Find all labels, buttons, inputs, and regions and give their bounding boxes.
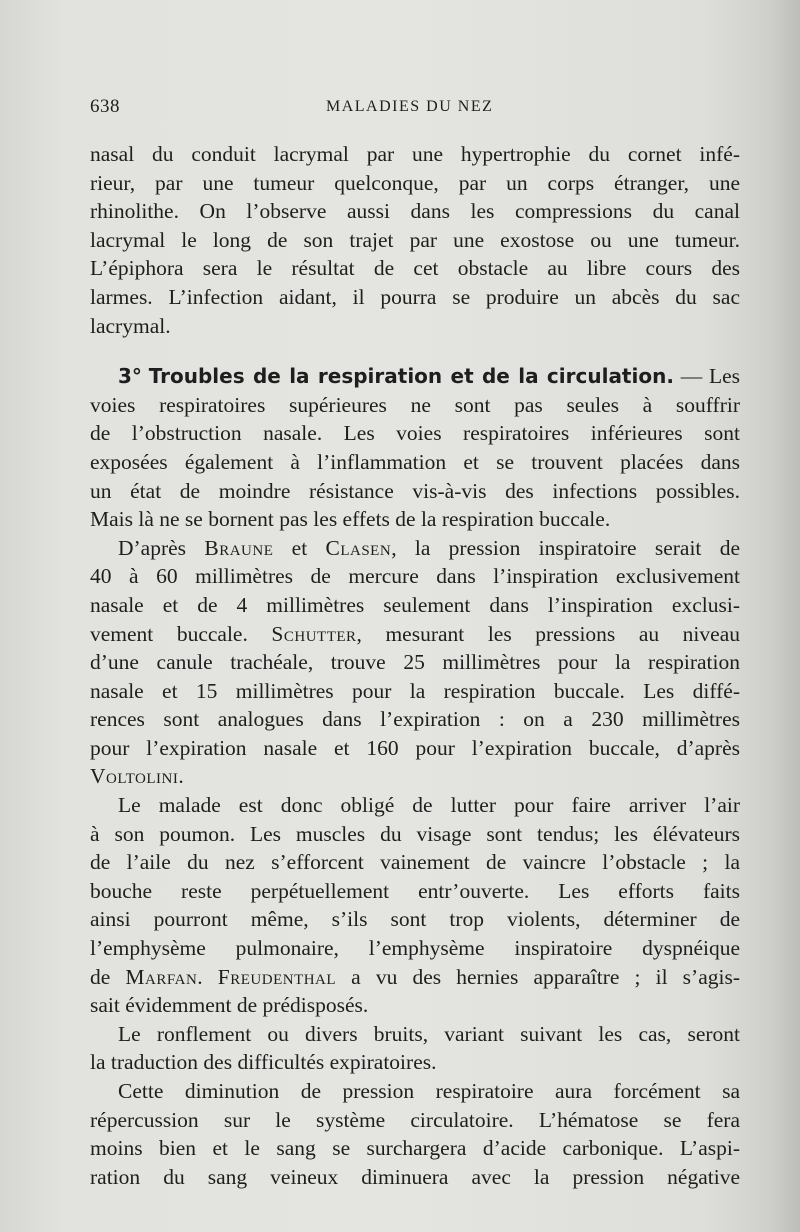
- text-line: Cette diminution de pression respiratoire aura forcément sa: [118, 1079, 740, 1103]
- running-head: MALADIES DU NEZ: [326, 98, 494, 115]
- text-line: [90, 762, 740, 791]
- text-line: larmes. L’infection aidant, il pourra se produire un abcès du sac: [90, 284, 740, 309]
- text-fragment: .: [178, 764, 184, 789]
- text-line: Le ronflement ou divers bruits, variant suivant les cas, seront: [118, 1021, 740, 1046]
- text-line: [90, 620, 740, 649]
- text-line: pour l’expiration nasale et 160 pour l’expiration buccale, d’après: [90, 735, 740, 760]
- text-line: lacrymal.: [90, 313, 171, 338]
- text-line: d’une canule trachéale, trouve 25 millimètres pour la respiration: [90, 650, 740, 675]
- text-fragment: a vu des hernies apparaître ; il s’agis-: [336, 964, 741, 989]
- body-text: [90, 140, 740, 1191]
- author-name: Freudenthal: [217, 964, 337, 989]
- text-line: ainsi pourront même, s’ils sont trop violents, déterminer de: [90, 907, 740, 932]
- text-line: exposées également à l’inflammation et se trouvent placées dans: [90, 449, 740, 474]
- text-line: moins bien et le sang se surchargera d’acide carbonique. L’aspi-: [90, 1136, 740, 1161]
- page-header: [90, 96, 740, 124]
- author-name: Braune: [204, 535, 274, 560]
- text-line: bouche reste perpétuellement entr’ouverte. Les efforts faits: [90, 878, 740, 903]
- text-fragment: vement buccale.: [90, 621, 272, 646]
- author-name: Clasen: [325, 535, 392, 560]
- text-line: Mais là ne se bornent pas les effets de la respiration buccale.: [90, 507, 611, 532]
- text-fragment: D’après: [118, 535, 205, 560]
- text-line: de l’aile du nez s’efforcent vainement de vaincre l’obstacle ; la: [90, 850, 740, 875]
- section-title: Troubles de la respiration et de la circulation.: [148, 364, 674, 389]
- text-line: ration du sang veineux diminuera avec la pression négative: [90, 1164, 740, 1189]
- text-line: à son poumon. Les muscles du visage sont tendus; les élévateurs: [90, 821, 740, 846]
- text-line: nasal du conduit lacrymal par une hypertrophie du cornet infé-: [90, 142, 740, 166]
- text-line: rhinolithe. On l’observe aussi dans les compressions du canal: [90, 199, 740, 224]
- section-number: 3°: [118, 364, 142, 389]
- text-line: un état de moindre résistance vis-à-vis des infections possibles.: [90, 478, 740, 503]
- text-line: nasale et 15 millimètres pour la respiration buccale. Les diffé-: [90, 678, 740, 703]
- page-number: 638: [90, 96, 120, 117]
- text-line: nasale et de 4 millimètres seulement dans l’inspiration exclusi-: [90, 592, 740, 617]
- text-fragment: — Les: [673, 364, 741, 389]
- text-line: lacrymal le long de son trajet par une exostose ou une tumeur.: [90, 227, 740, 252]
- text-line: 40 à 60 millimètres de mercure dans l’inspiration exclusivement: [90, 564, 740, 589]
- text-line: rieur, par une tumeur quelconque, par un corps étranger, une: [90, 170, 740, 195]
- text-line: L’épiphora sera le résultat de cet obstacle au libre cours des: [90, 256, 740, 281]
- section-heading-line: [90, 362, 740, 391]
- author-name: Schutter: [271, 621, 357, 646]
- text-line: de l’obstruction nasale. Les voies respiratoires inférieures sont: [90, 421, 740, 446]
- text-fragment: de: [90, 964, 126, 989]
- text-line: Le malade est donc obligé de lutter pour faire arriver l’air: [118, 793, 740, 818]
- author-name: Marfan: [125, 964, 198, 989]
- text-fragment: , mesurant les pressions au niveau: [356, 621, 740, 646]
- text-line: [90, 534, 740, 563]
- text-fragment: , la pression inspiratoire serait de: [391, 535, 740, 560]
- author-name: Voltolini: [90, 764, 179, 789]
- text-line: la traduction des difficultés expiratoires.: [90, 1050, 437, 1075]
- text-line: répercussion sur le système circulatoire. L’hématose se fera: [90, 1107, 740, 1132]
- paragraph-gap: [90, 340, 740, 362]
- text-line: voies respiratoires supérieures ne sont pas seules à souffrir: [90, 392, 740, 417]
- text-line: [90, 963, 740, 992]
- text-fragment: et: [273, 535, 326, 560]
- text-line: rences sont analogues dans l’expiration : on a 230 millimètres: [90, 707, 740, 732]
- text-line: l’emphysème pulmonaire, l’emphysème inspiratoire dyspnéique: [90, 936, 740, 961]
- text-line: sait évidemment de prédisposés.: [90, 993, 369, 1018]
- text-fragment: .: [197, 964, 218, 989]
